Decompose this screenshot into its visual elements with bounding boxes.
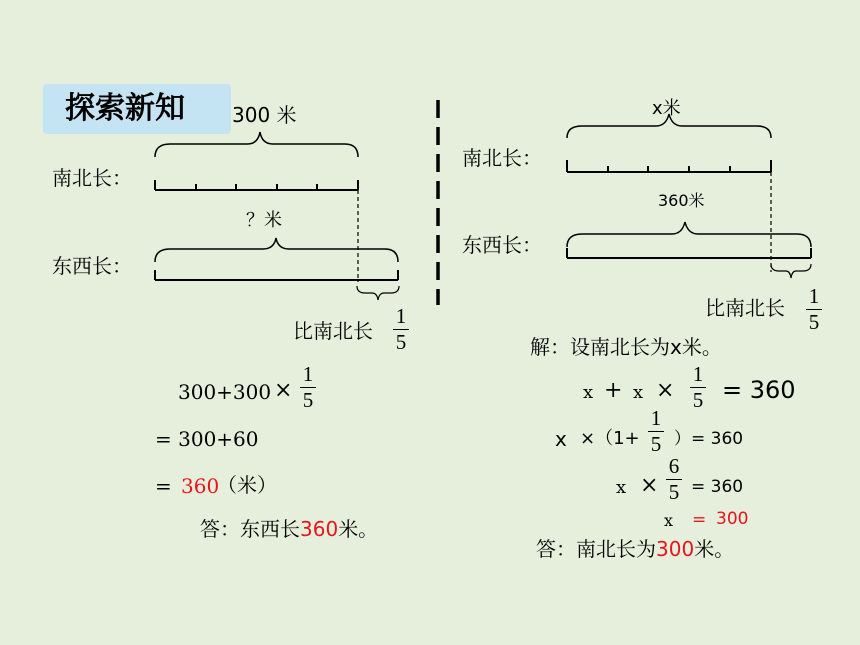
brace-360: [567, 222, 811, 247]
fraction-compare-left: 1 5: [393, 306, 409, 353]
segment-east-west-right: [567, 248, 811, 258]
calc-result: 360: [181, 474, 220, 498]
fraction-eq3: 6 5: [666, 456, 682, 503]
eq4-eq: =: [692, 510, 707, 530]
label-east-west-right: 东西长：: [462, 233, 542, 257]
eq3-x: x: [616, 477, 627, 498]
answer-left: 答：东西长360米。: [200, 517, 379, 541]
brace-unknown: [155, 238, 398, 262]
label-360-meters: 360米: [658, 191, 705, 210]
label-300-meters: 300 米: [232, 103, 297, 127]
eq4-x: x: [664, 511, 674, 530]
page-title: 探索新知: [43, 84, 231, 134]
times-sign: ×: [274, 378, 293, 403]
label-north-south-left: 南北长：: [52, 166, 132, 190]
eq1-times: ×: [656, 378, 675, 403]
brace-extra-left: [357, 286, 399, 300]
calc-unit: （米）: [217, 473, 277, 497]
label-compare-right: 比南北长: [705, 296, 785, 320]
eq4-result: 300: [716, 509, 749, 529]
calc-line-1: 300+300: [178, 380, 272, 404]
eq3-rest: = 360: [691, 477, 744, 497]
eq2-x: x: [555, 427, 567, 451]
fraction-compare-right: 1 5: [806, 286, 822, 333]
brace-300: [155, 132, 358, 157]
eq3-times: ×: [640, 473, 659, 498]
calc-line-2: = 300+60: [155, 427, 259, 451]
label-compare-left: 比南北长: [293, 319, 373, 343]
segment-north-south: [155, 180, 358, 190]
fraction-eq2: 1 5: [648, 408, 664, 455]
eq1-x1: x: [583, 382, 594, 403]
eq1-rest: = 360: [722, 376, 796, 404]
solution-setup: 解：设南北长为x米。: [530, 335, 722, 359]
label-north-south-right: 南北长：: [462, 146, 542, 170]
eq1-plus: +: [604, 378, 623, 403]
segment-east-west: [155, 270, 398, 280]
label-x-meters: x米: [652, 98, 681, 119]
calc-line-3-eq: =: [155, 474, 172, 498]
answer-right: 答：南北长为300米。: [536, 537, 735, 561]
label-unknown-meters: ？米: [246, 210, 282, 231]
eq2-times-open: ×（1+: [580, 428, 640, 449]
fraction-calc-left: 1 5: [300, 364, 316, 411]
eq1-x2: x: [633, 382, 644, 403]
segment-north-south-right: [567, 160, 771, 172]
brace-extra-right: [771, 264, 811, 278]
fraction-eq1: 1 5: [690, 364, 706, 411]
eq2-close: ）= 360: [674, 429, 744, 449]
label-east-west-left: 东西长：: [52, 254, 132, 278]
